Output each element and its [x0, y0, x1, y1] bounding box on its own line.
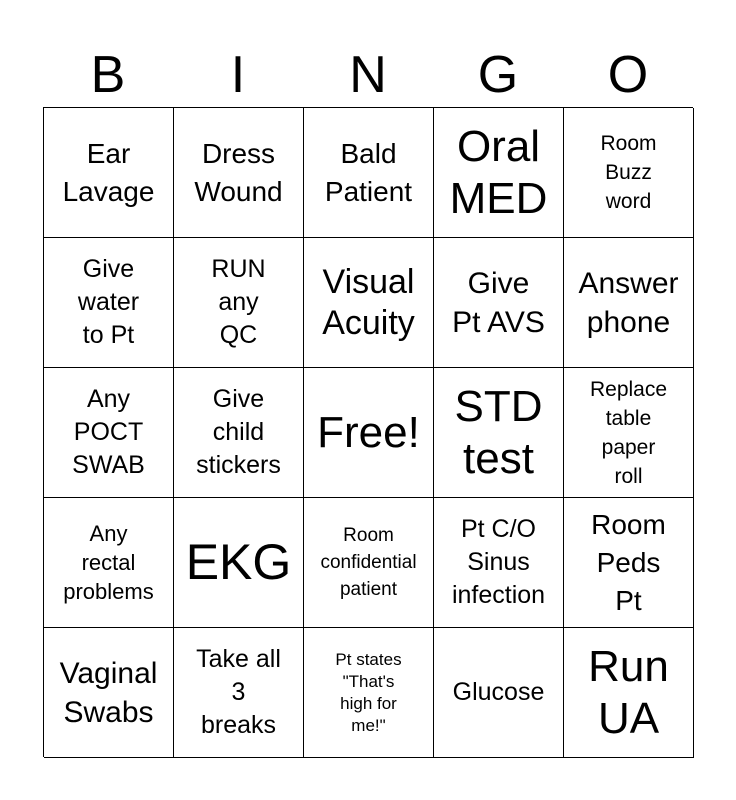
cell-label: Ear Lavage [62, 137, 155, 207]
bingo-cell-b4[interactable] [44, 498, 174, 628]
bingo-cell-g5[interactable] [434, 628, 564, 758]
cell-label: STD test [454, 381, 543, 483]
cell-label: Give child stickers [196, 385, 281, 479]
cell-label: Replace table paper roll [589, 377, 668, 488]
cell-label: Free! [317, 407, 420, 457]
bingo-cell-b3[interactable] [44, 368, 174, 498]
bingo-cell-i3[interactable] [174, 368, 304, 498]
header-letter-b: B [90, 46, 126, 104]
cell-label: EKG [185, 534, 292, 590]
header-letter-n: N [349, 46, 387, 104]
header-letter-i: I [230, 46, 246, 104]
cell-label: Pt C/O Sinus infection [451, 515, 546, 609]
cell-label: Oral MED [449, 121, 548, 223]
bingo-cell-i5[interactable] [174, 628, 304, 758]
cell-label: Room Buzz word [600, 132, 657, 213]
cell-label: Take all 3 breaks [196, 645, 281, 739]
cell-label: Give water to Pt [77, 255, 140, 349]
cell-label: Answer phone [578, 266, 679, 339]
cell-label: Any POCT SWAB [72, 385, 145, 479]
bingo-cell-n4[interactable] [304, 498, 434, 628]
bingo-cell-n2[interactable] [304, 238, 434, 368]
bingo-cell-b5[interactable] [44, 628, 174, 758]
bingo-cell-o5[interactable] [564, 628, 694, 758]
bingo-cell-b1[interactable] [44, 108, 174, 238]
cell-label: Give Pt AVS [452, 266, 545, 339]
cell-label: Room confidential patient [320, 525, 417, 600]
cell-label: Vaginal Swabs [59, 656, 158, 729]
header-letter-g: G [477, 46, 519, 104]
bingo-cell-o2[interactable] [564, 238, 694, 368]
bingo-cell-g3[interactable] [434, 368, 564, 498]
cell-label: Pt states "That's high for me!" [335, 649, 402, 735]
cell-label: Dress Wound [194, 137, 283, 207]
bingo-header [43, 42, 693, 108]
bingo-cell-n5[interactable] [304, 628, 434, 758]
cell-label: Glucose [452, 678, 545, 706]
bingo-cell-o1[interactable] [564, 108, 694, 238]
cell-label: Bald Patient [324, 137, 413, 207]
header-letter-o: O [607, 46, 649, 104]
cell-label: Room Peds Pt [591, 508, 666, 616]
bingo-board [43, 107, 693, 757]
bingo-cell-o3[interactable] [564, 368, 694, 498]
bingo-cell-g4[interactable] [434, 498, 564, 628]
bingo-cell-g2[interactable] [434, 238, 564, 368]
cell-label: RUN any QC [211, 255, 266, 349]
bingo-cell-n1[interactable] [304, 108, 434, 238]
cell-label: Visual Acuity [322, 262, 415, 342]
bingo-cell-n3[interactable] [304, 368, 434, 498]
bingo-cell-o4[interactable] [564, 498, 694, 628]
bingo-cell-i2[interactable] [174, 238, 304, 368]
cell-label: Any rectal problems [63, 521, 154, 604]
cell-label: Run UA [588, 641, 669, 743]
bingo-cell-i4[interactable] [174, 498, 304, 628]
bingo-cell-b2[interactable] [44, 238, 174, 368]
bingo-cell-i1[interactable] [174, 108, 304, 238]
bingo-cell-g1[interactable] [434, 108, 564, 238]
